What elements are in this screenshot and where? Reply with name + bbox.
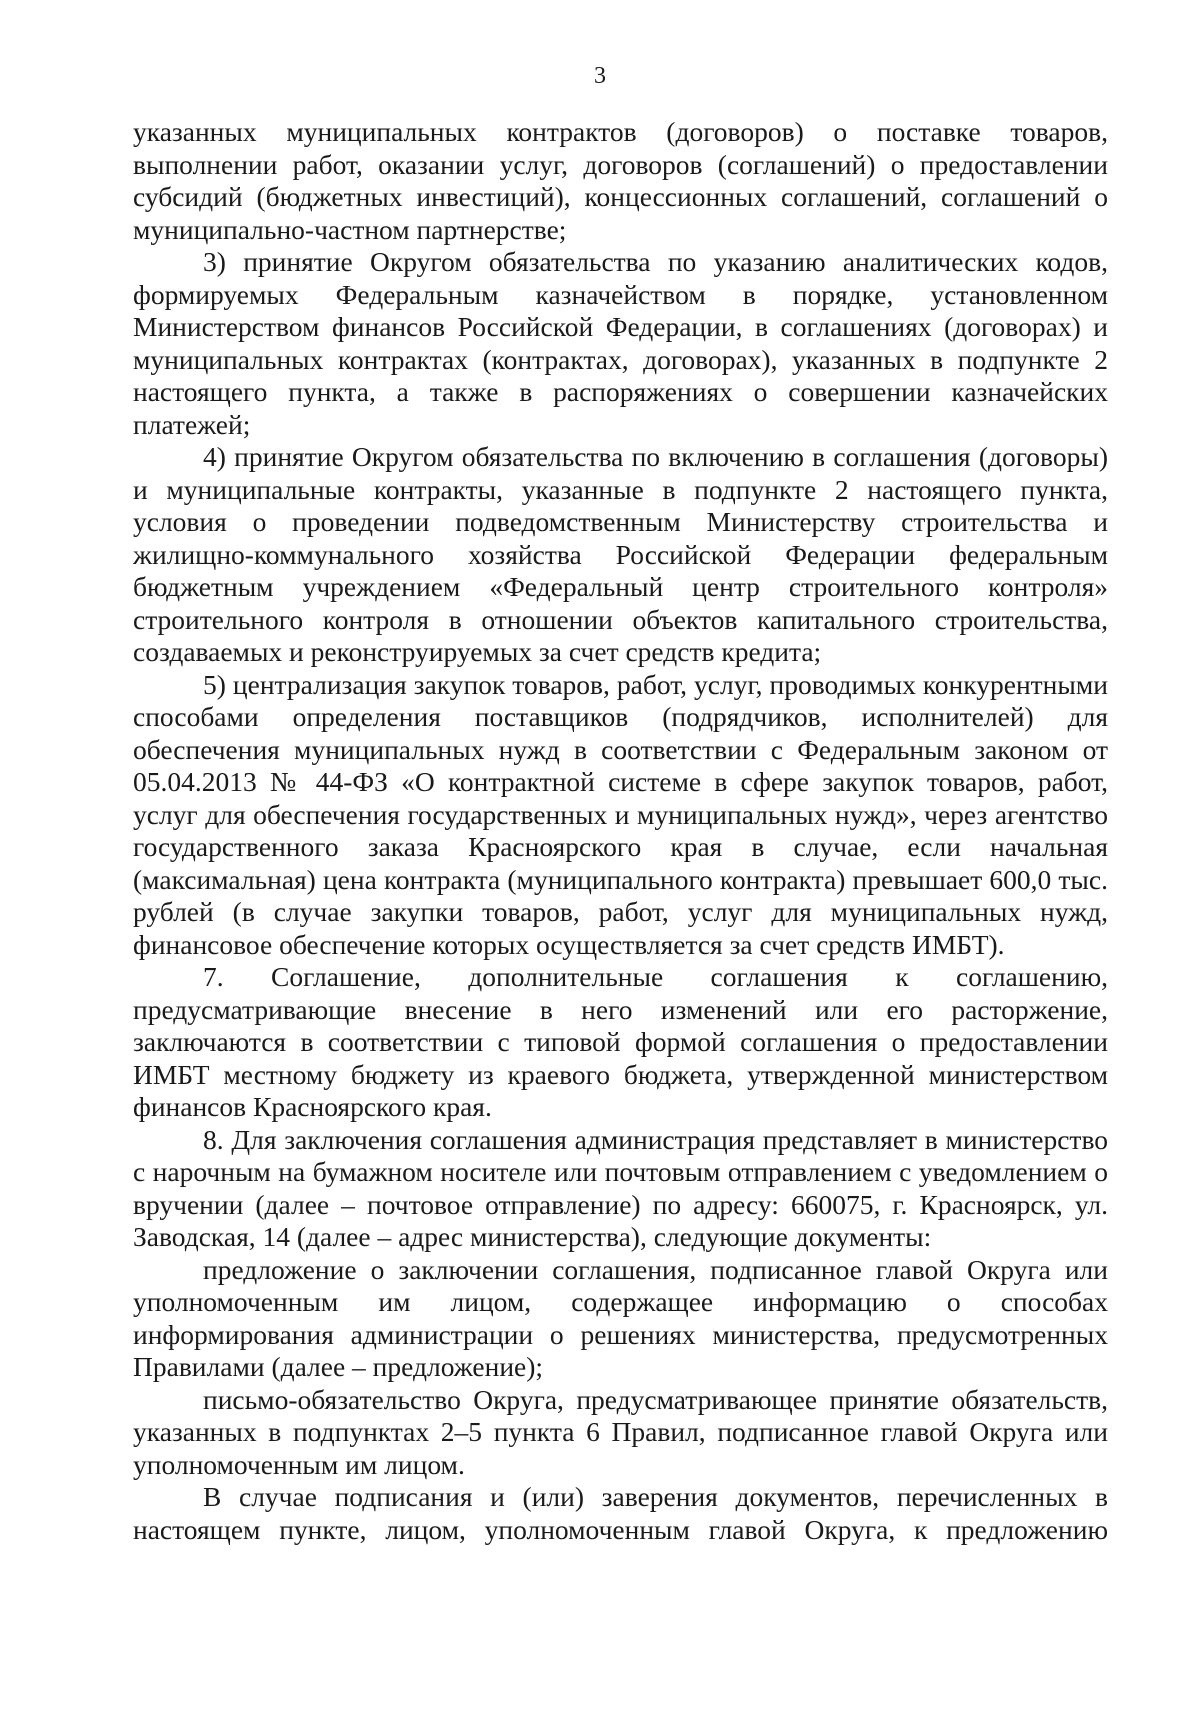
- paragraph-clause-7-agreement: 7. Соглашение, дополнительные соглашения к соглашению, предусматривающие внесение в него изменений или его расторжение, заключаются в соответствии с типовой формой соглашения о предоставлении ИМБТ местному бюджету из краевого бюджета, утвержденной министерством финансов Красноярского края.: [133, 961, 1108, 1122]
- paragraph-item-4-construction-control: 4) принятие Округом обязательства по включению в соглашения (договоры) и муниципальные контракты, указанные в подпункте 2 настоящего пункта, условия о проведении подведомственным Министерству строительства и жилищно-коммунального хозяйства Российской Федерации федеральным бюджетным учреждением «Федеральный центр строительного контроля» строительного контроля в отношении объектов капитального строительства, создаваемых и реконструируемых за счет средств кредита;: [133, 441, 1108, 667]
- paragraph-clause-8-documents: 8. Для заключения соглашения администрация представляет в министерство с нарочным на бумажном носителе или почтовым отправлением с уведомлением о вручении (далее – почтовое отправление) по адресу: 660075, г. Красноярск, ул. Заводская, 14 (далее – адрес министерства), следующие документы:: [133, 1123, 1108, 1252]
- paragraph-proposal: предложение о заключении соглашения, подписанное главой Округа или уполномоченным им лицом, содержащее информацию о способах информирования администрации о решениях министерства, предусмотренных Правилами (далее – предложение);: [133, 1253, 1108, 1382]
- paragraph-contracts-continuation: указанных муниципальных контрактов (договоров) о поставке товаров, выполнении работ, оказании услуг, договоров (соглашений) о предоставлении субсидий (бюджетных инвестиций), концессионных соглашений, соглашений о муниципально-частном партнерстве;: [133, 116, 1108, 245]
- paragraph-item-3-analytic-codes: 3) принятие Округом обязательства по указанию аналитических кодов, формируемых Федеральным казначейством в порядке, установленном Министерством финансов Российской Федерации, в соглашениях (договорах) и муниципальных контрактах (контрактах, договорах), указанных в подпункте 2 настоящего пункта, а также в распоряжениях о совершении казначейских платежей;: [133, 246, 1108, 440]
- paragraph-obligation-letter: письмо-обязательство Округа, предусматривающее принятие обязательств, указанных в подпунктах 2–5 пункта 6 Правил, подписанное главой Округа или уполномоченным им лицом.: [133, 1383, 1108, 1480]
- document-body: [133, 116, 1108, 1546]
- page-number: 3: [594, 63, 606, 89]
- paragraph-authorized-signing: В случае подписания и (или) заверения документов, перечисленных в настоящем пункте, лицом, уполномоченным главой Округа, к предложению: [133, 1481, 1108, 1545]
- paragraph-item-5-centralized-procurement: 5) централизация закупок товаров, работ, услуг, проводимых конкурентными способами определения поставщиков (подрядчиков, исполнителей) для обеспечения муниципальных нужд в соответствии с Федеральным законом от 05.04.2013 № 44-ФЗ «О контрактной системе в сфере закупок товаров, работ, услуг для обеспечения государственных и муниципальных нужд», через агентство государственного заказа Красноярского края в случае, если начальная (максимальная) цена контракта (муниципального контракта) превышает 600,0 тыс. рублей (в случае закупки товаров, работ, услуг для муниципальных нужд, финансовое обеспечение которых осуществляется за счет средств ИМБТ).: [133, 668, 1108, 960]
